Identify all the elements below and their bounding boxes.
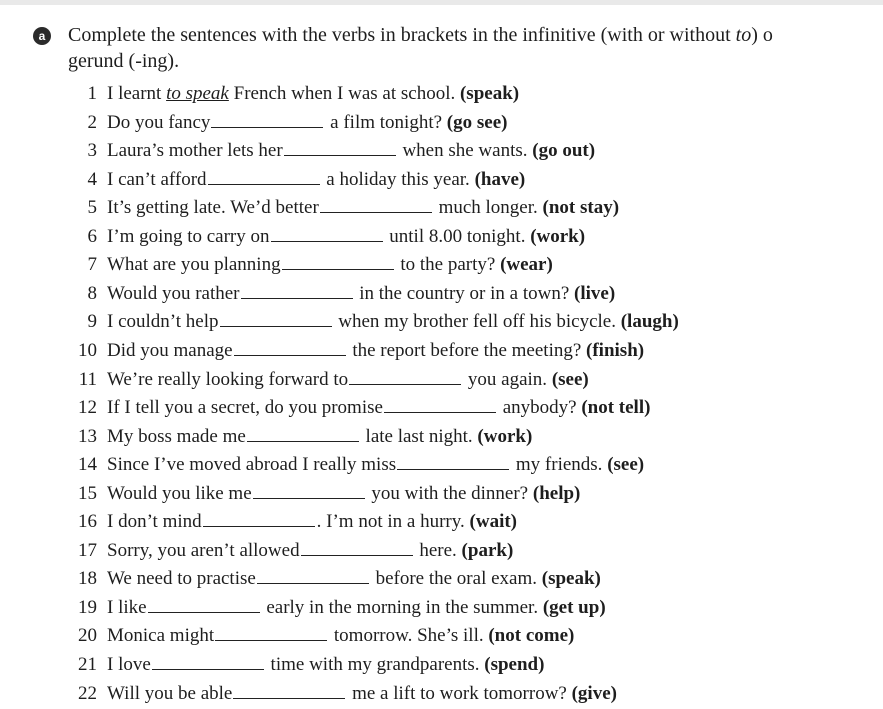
sentence-item — [0, 194, 883, 222]
verb-hint: (wait) — [469, 511, 517, 533]
sentence-item — [0, 308, 883, 336]
sentence-text — [107, 109, 507, 137]
sentence-item — [0, 537, 883, 565]
answer-blank[interactable] — [282, 252, 394, 270]
item-number: 5 — [87, 197, 97, 219]
sentence-before: I don’t mind — [107, 511, 202, 533]
item-number: 12 — [78, 397, 97, 419]
sentence-after: much longer. — [433, 197, 543, 219]
sentence-before: Monica might — [107, 625, 215, 647]
verb-hint: (see) — [551, 368, 589, 390]
sentence-item — [0, 622, 883, 650]
sentence-item — [0, 366, 883, 394]
verb-hint: (give) — [571, 682, 617, 704]
item-number: 21 — [78, 654, 97, 675]
sentence-after: early in the morning in the summer. — [261, 596, 543, 618]
answer-blank[interactable] — [284, 138, 396, 156]
item-number: 17 — [78, 539, 97, 561]
sentence-before: We need to practise — [107, 568, 256, 590]
sentence-before: Did you manage — [107, 339, 233, 361]
example-answer: to speak — [166, 83, 229, 104]
sentence-after: here. — [414, 539, 462, 561]
answer-blank[interactable] — [301, 538, 413, 556]
sentence-after: before the oral exam. — [370, 568, 542, 590]
sentence-item — [0, 223, 883, 251]
sentence-text — [107, 480, 580, 508]
sentence-before: If I tell you a secret, do you promise — [107, 397, 383, 419]
answer-blank[interactable] — [241, 281, 353, 299]
sentence-after: a film tonight? — [325, 111, 447, 133]
exercise-badge — [33, 27, 51, 45]
instruction-text: Complete the sentences with the verbs in brackets in the infinitive (with or without — [68, 24, 736, 46]
sentence-text — [107, 366, 589, 394]
answer-blank[interactable] — [208, 167, 320, 185]
sentence-before: My boss made me — [107, 425, 246, 447]
sentence-before: Do you fancy — [107, 111, 211, 133]
answer-blank[interactable] — [211, 110, 323, 128]
sentence-text — [107, 137, 595, 165]
instruction-line2: gerund (-ing). — [68, 50, 180, 72]
sentence-after: you with the dinner? — [366, 482, 533, 504]
sentence-before: I like — [107, 596, 147, 618]
verb-hint: (wear) — [500, 254, 553, 276]
item-number: 4 — [87, 168, 97, 190]
sentence-item — [0, 109, 883, 137]
item-number: 10 — [78, 339, 97, 361]
sentence-text — [107, 451, 644, 479]
sentence-after: late last night. — [360, 425, 478, 447]
sentence-after: me a lift to work tomorrow? — [347, 682, 572, 704]
answer-blank[interactable] — [247, 424, 359, 442]
sentence-item — [0, 651, 883, 679]
item-number: 14 — [78, 454, 97, 476]
sentence-after: when my brother fell off his bicycle. — [333, 311, 621, 333]
exercise-instruction — [68, 22, 883, 74]
sentence-after: anybody? — [497, 397, 582, 419]
item-number: 19 — [78, 596, 97, 618]
verb-hint: (get up) — [542, 596, 606, 618]
sentence-after: tomorrow. She’s ill. — [329, 625, 489, 647]
sentence-before: I couldn’t help — [107, 311, 219, 333]
sentence-text — [107, 280, 615, 308]
instruction-tail: ) o — [751, 24, 773, 46]
sentence-item — [0, 137, 883, 165]
sentence-text — [107, 80, 519, 108]
sentence-text — [107, 508, 517, 536]
sentence-text — [107, 337, 644, 365]
verb-hint: (speak) — [459, 83, 520, 104]
verb-hint: (work) — [530, 225, 586, 247]
item-number: 7 — [87, 254, 97, 276]
answer-blank[interactable] — [253, 481, 365, 499]
answer-blank[interactable] — [349, 367, 461, 385]
verb-hint: (speak) — [541, 568, 601, 590]
answer-blank[interactable] — [148, 595, 260, 613]
answer-blank[interactable] — [220, 309, 332, 327]
sentence-item — [0, 337, 883, 365]
item-number: 18 — [78, 568, 97, 590]
answer-blank[interactable] — [257, 566, 369, 584]
sentence-item — [0, 423, 883, 451]
sentence-text — [107, 251, 553, 279]
sentence-before: Sorry, you aren’t allowed — [107, 539, 300, 561]
verb-hint: (work) — [477, 425, 533, 447]
sentence-text — [107, 166, 525, 194]
sentence-after: until 8.00 tonight. — [384, 225, 531, 247]
verb-hint: (go out) — [532, 140, 596, 162]
sentence-item — [0, 508, 883, 536]
sentence-after: you again. — [463, 368, 552, 390]
sentence-after: to the party? — [395, 254, 501, 276]
sentence-after: . I’m not in a hurry. — [316, 511, 470, 533]
verb-hint: (laugh) — [620, 311, 679, 333]
sentence-item — [0, 394, 883, 422]
sentence-before: I love — [107, 654, 151, 675]
sentence-text — [107, 194, 619, 222]
item-number: 2 — [87, 111, 97, 133]
sentence-before: Laura’s mother lets her — [107, 140, 283, 162]
sentence-item — [0, 80, 883, 108]
sentence-item — [0, 680, 883, 708]
sentence-before: Since I’ve moved abroad I really miss — [107, 454, 397, 476]
answer-blank[interactable] — [203, 509, 315, 527]
instruction-to: to — [735, 24, 752, 46]
exercise-badge-letter: a — [38, 29, 46, 43]
verb-hint: (not stay) — [542, 197, 620, 219]
sentence-text — [107, 423, 532, 451]
item-number: 16 — [78, 511, 97, 533]
sentence-before: I learnt — [107, 83, 167, 104]
sentence-after: a holiday this year. — [321, 168, 475, 190]
verb-hint: (not tell) — [581, 397, 651, 419]
sentence-after: French when I was at school. — [228, 83, 460, 104]
item-number: 8 — [87, 282, 97, 304]
sentence-item — [0, 280, 883, 308]
verb-hint: (have) — [474, 168, 526, 190]
answer-blank[interactable] — [215, 623, 327, 641]
sentence-text — [107, 223, 585, 251]
sentence-before: Would you rather — [107, 282, 240, 304]
sentence-text — [107, 537, 513, 565]
sentence-after: the report before the meeting? — [347, 339, 587, 361]
verb-hint: (spend) — [484, 654, 545, 675]
sentence-item — [0, 480, 883, 508]
sentence-before: I can’t afford — [107, 168, 207, 190]
verb-hint: (not come) — [488, 625, 575, 647]
answer-blank[interactable] — [234, 338, 346, 356]
sentence-item — [0, 565, 883, 593]
sentence-after: my friends. — [511, 454, 608, 476]
sentence-text — [107, 651, 544, 679]
sentence-text — [107, 308, 679, 336]
sentence-text — [107, 680, 617, 708]
sentence-item — [0, 166, 883, 194]
sentence-item — [0, 451, 883, 479]
item-number: 1 — [87, 83, 97, 104]
sentence-before: It’s getting late. We’d better — [107, 197, 319, 219]
verb-hint: (help) — [532, 482, 581, 504]
sentence-before: Would you like me — [107, 482, 252, 504]
sentence-after: in the country or in a town? — [354, 282, 575, 304]
sentence-text — [107, 394, 650, 422]
sentence-before: What are you planning — [107, 254, 281, 276]
top-divider — [0, 0, 883, 5]
sentence-before: Will you be able — [107, 682, 233, 704]
item-number: 6 — [87, 225, 97, 247]
sentence-before: I’m going to carry on — [107, 225, 270, 247]
item-number: 9 — [87, 311, 97, 333]
verb-hint: (finish) — [586, 339, 645, 361]
sentence-text — [107, 594, 606, 622]
sentence-after: time with my grandparents. — [265, 654, 485, 675]
item-number: 15 — [78, 482, 97, 504]
answer-blank[interactable] — [271, 224, 383, 242]
answer-blank[interactable] — [384, 395, 496, 413]
sentence-item — [0, 594, 883, 622]
verb-hint: (park) — [461, 539, 514, 561]
answer-blank[interactable] — [152, 652, 264, 670]
sentence-item — [0, 251, 883, 279]
answer-blank[interactable] — [397, 452, 509, 470]
answer-blank[interactable] — [233, 681, 345, 699]
item-number: 22 — [78, 682, 97, 704]
sentence-text — [107, 565, 601, 593]
item-number: 13 — [78, 425, 97, 447]
answer-blank[interactable] — [320, 195, 432, 213]
item-number: 20 — [78, 625, 97, 647]
verb-hint: (live) — [574, 282, 616, 304]
item-number: 11 — [78, 368, 97, 390]
sentence-text — [107, 622, 574, 650]
item-number: 3 — [87, 140, 97, 162]
verb-hint: (go see) — [446, 111, 508, 133]
verb-hint: (see) — [607, 454, 645, 476]
sentence-after: when she wants. — [397, 140, 533, 162]
sentence-before: We’re really looking forward to — [107, 368, 349, 390]
